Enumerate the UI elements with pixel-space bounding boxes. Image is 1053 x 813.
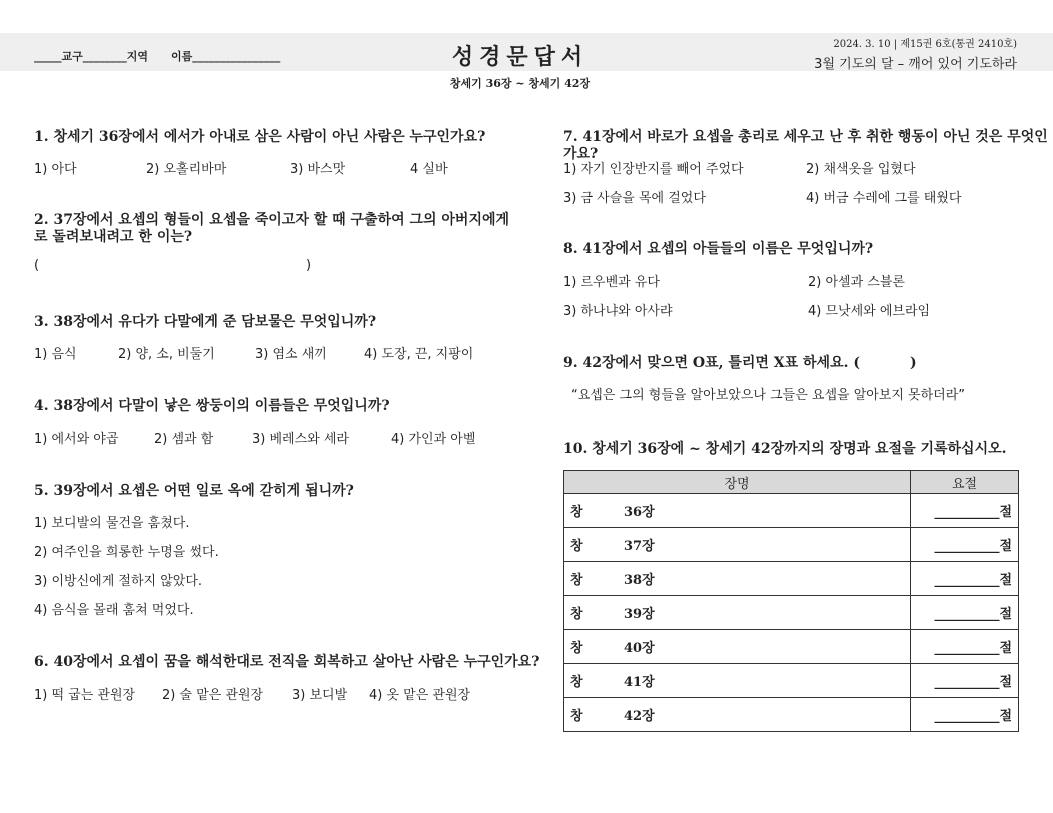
chapter-name-header: 장명 xyxy=(564,471,911,494)
q7-option-1[interactable]: 1) 자기 인장반지를 빼어 주었다 xyxy=(563,162,744,177)
q5-option-2[interactable]: 2) 여주인을 희롱한 누명을 썼다. xyxy=(34,545,219,560)
page-title: 성경문답서 xyxy=(451,44,589,70)
chapter-number: 39장 xyxy=(624,607,655,622)
chapter-number: 42장 xyxy=(624,709,655,724)
table-row xyxy=(564,528,1019,562)
q2-answer-field[interactable] xyxy=(48,256,300,274)
chapter-prefix: 창 xyxy=(570,539,583,554)
question-9: 9. 42장에서 맞으면 O표, 틀리면 X표 하세요. ( xyxy=(563,355,860,371)
q3-option-4[interactable]: 4) 도장, 끈, 지팡이 xyxy=(364,347,474,362)
chapter-prefix: 창 xyxy=(570,641,583,656)
verse-blank[interactable]: __________절 xyxy=(911,596,1019,630)
question-5: 5. 39장에서 요셉은 어떤 일로 옥에 갇히게 됩니까? xyxy=(34,483,354,499)
q4-option-2[interactable]: 2) 셈과 함 xyxy=(154,432,214,447)
q6-option-1[interactable]: 1) 떡 굽는 관원장 xyxy=(34,688,136,703)
verse-blank[interactable]: __________절 xyxy=(911,528,1019,562)
q6-option-2[interactable]: 2) 술 맡은 관원장 xyxy=(162,688,264,703)
q8-option-3[interactable]: 3) 하나냐와 아사랴 xyxy=(563,304,673,319)
verse-blank[interactable]: __________절 xyxy=(911,630,1019,664)
question-8: 8. 41장에서 요셉의 아들들의 이름은 무엇입니까? xyxy=(563,241,874,257)
table-row xyxy=(564,494,1019,528)
scripture-range: 창세기 36장 ~ 창세기 42장 xyxy=(449,77,591,90)
key-verse-header: 요절 xyxy=(911,471,1019,494)
chapter-table xyxy=(563,470,1019,732)
q5-option-3[interactable]: 3) 이방신에게 절하지 않았다. xyxy=(34,574,203,589)
chapter-prefix: 창 xyxy=(570,675,583,690)
q6-option-4[interactable]: 4) 옷 맡은 관원장 xyxy=(369,688,471,703)
chapter-number: 36장 xyxy=(624,505,655,520)
q1-option-4[interactable]: 4 실바 xyxy=(410,162,448,177)
chapter-number: 38장 xyxy=(624,573,655,588)
question-10: 10. 창세기 36장에 ~ 창세기 42장까지의 장명과 요절을 기록하십시오. xyxy=(563,441,1007,457)
question-4: 4. 38장에서 다말이 낳은 쌍둥이의 이름들은 무엇입니까? xyxy=(34,398,390,414)
q4-option-4[interactable]: 4) 가인과 아벨 xyxy=(391,432,476,447)
q9-answer-field[interactable] xyxy=(832,353,906,373)
table-row xyxy=(564,664,1019,698)
question-7: 7. 41장에서 바로가 요셉을 총리로 세우고 난 후 취한 행동이 아닌 것은 무엇인가요? xyxy=(563,129,1048,162)
q7-option-4[interactable]: 4) 버금 수레에 그를 태웠다 xyxy=(806,191,962,206)
chapter-prefix: 창 xyxy=(570,505,583,520)
q1-option-3[interactable]: 3) 바스맛 xyxy=(290,162,346,177)
question-6: 6. 40장에서 요셉이 꿈을 해석한대로 전직을 회복하고 살아난 사람은 누구인가요? xyxy=(34,654,540,670)
q5-option-1[interactable]: 1) 보디발의 물건을 훔쳤다. xyxy=(34,516,190,531)
q3-option-2[interactable]: 2) 양, 소, 비둘기 xyxy=(118,347,215,362)
table-row xyxy=(564,698,1019,732)
chapter-prefix: 창 xyxy=(570,607,583,622)
verse-blank[interactable]: __________절 xyxy=(911,664,1019,698)
q4-option-3[interactable]: 3) 베레스와 세라 xyxy=(252,432,349,447)
q8-option-2[interactable]: 2) 아셀과 스블론 xyxy=(808,275,905,290)
table-row xyxy=(564,630,1019,664)
q9-statement: “요셉은 그의 형들을 알아보았으나 그들은 요셉을 알아보지 못하더라” xyxy=(571,388,966,403)
q3-option-1[interactable]: 1) 음식 xyxy=(34,347,77,362)
q2-answer-open: ( xyxy=(34,258,40,273)
q1-option-2[interactable]: 2) 오홀리바마 xyxy=(146,162,227,177)
table-row xyxy=(564,596,1019,630)
issue-info: 2024. 3. 10 | 제15권 6호(통권 2410호) xyxy=(833,39,1017,50)
q7-option-2[interactable]: 2) 채색옷을 입혔다 xyxy=(806,162,916,177)
chapter-number: 40장 xyxy=(624,641,655,656)
question-2: 2. 37장에서 요셉의 형들이 요셉을 죽이고자 할 때 구출하여 그의 아버지에게로 돌려보내려고 한 이는? xyxy=(34,212,510,245)
monthly-theme: 3월 기도의 달 – 깨어 있어 기도하라 xyxy=(814,57,1017,72)
name-fields: _____교구________지역 이름________________ xyxy=(34,50,281,63)
q5-option-4[interactable]: 4) 음식을 몰래 훔쳐 먹었다. xyxy=(34,603,194,618)
q4-option-1[interactable]: 1) 에서와 야곱 xyxy=(34,432,119,447)
table-row xyxy=(564,562,1019,596)
q8-option-4[interactable]: 4) 므낫세와 에브라임 xyxy=(808,304,931,319)
q6-option-3[interactable]: 3) 보디발 xyxy=(292,688,348,703)
chapter-prefix: 창 xyxy=(570,573,583,588)
verse-blank[interactable]: __________절 xyxy=(911,494,1019,528)
q8-option-1[interactable]: 1) 르우벤과 유다 xyxy=(563,275,660,290)
q1-option-1[interactable]: 1) 아다 xyxy=(34,162,77,177)
q3-option-3[interactable]: 3) 염소 새끼 xyxy=(255,347,327,362)
chapter-number: 37장 xyxy=(624,539,655,554)
q7-option-3[interactable]: 3) 금 사슬을 목에 걸었다 xyxy=(563,191,706,206)
chapter-prefix: 창 xyxy=(570,709,583,724)
q9-paren-close: ) xyxy=(910,355,917,371)
question-1: 1. 창세기 36장에서 에서가 아내로 삼은 사람이 아닌 사람은 누구인가요? xyxy=(34,129,486,145)
chapter-number: 41장 xyxy=(624,675,655,690)
question-3: 3. 38장에서 유다가 다말에게 준 담보물은 무엇입니까? xyxy=(34,314,377,330)
q2-answer-close: ) xyxy=(306,258,312,273)
verse-blank[interactable]: __________절 xyxy=(911,698,1019,732)
verse-blank[interactable]: __________절 xyxy=(911,562,1019,596)
